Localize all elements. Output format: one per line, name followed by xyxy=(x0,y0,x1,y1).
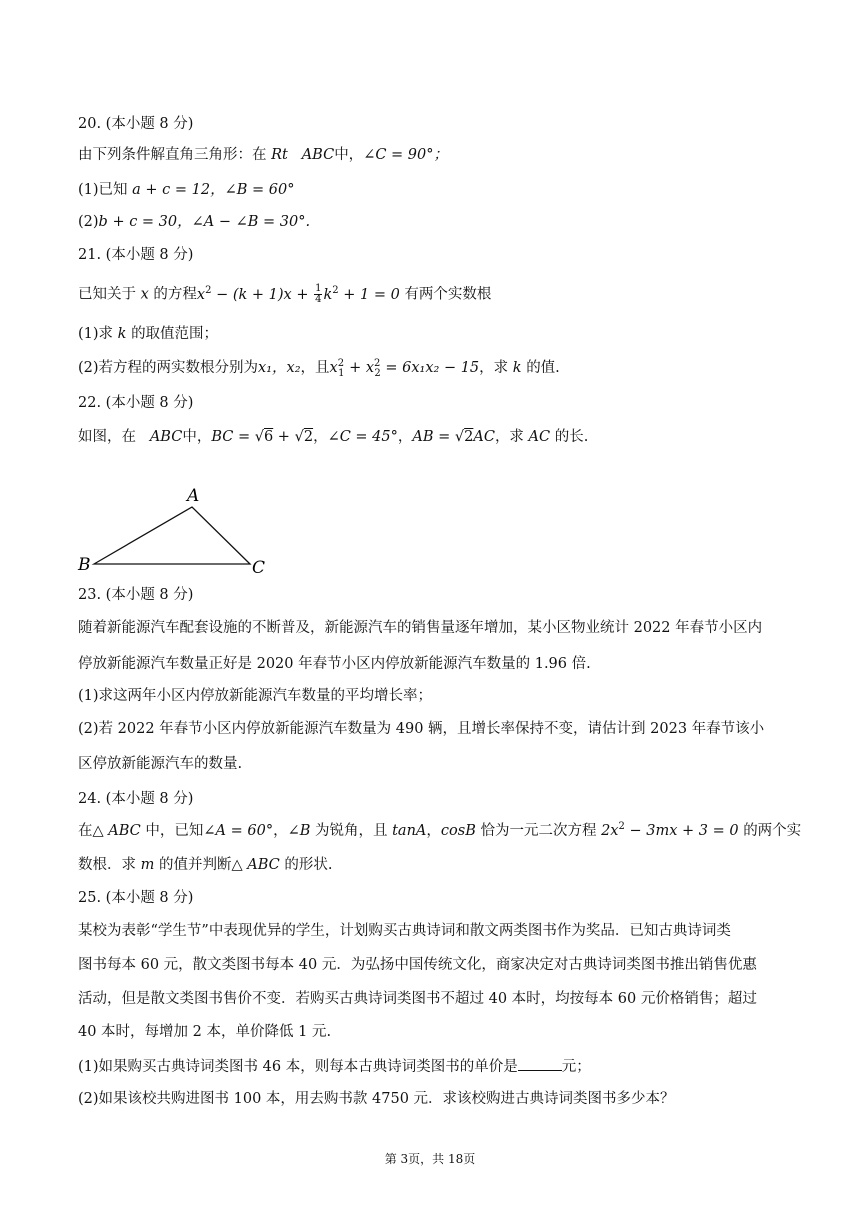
math: AB = xyxy=(412,429,455,445)
math: + x xyxy=(349,360,375,376)
math: AC xyxy=(473,429,495,445)
q20-part2 xyxy=(78,212,310,232)
q23-line1: 随着新能源汽车配套设施的不断普及，新能源汽车的销售量逐年增加，某小区物业统计 2022 年春节小区内 xyxy=(78,620,763,636)
text: (1)求 xyxy=(78,326,114,342)
q23-part1: (1)求这两年小区内停放新能源汽车数量的平均增长率； xyxy=(78,688,433,704)
q20-part1 xyxy=(78,180,294,200)
q23-line2: 停放新能源汽车数量正好是 2020 年春节小区内停放新能源汽车数量的 1.96 倍. xyxy=(78,656,591,672)
text: 有两个实数根 xyxy=(404,286,492,303)
math: △ ABC xyxy=(231,857,280,873)
text: (1)已知 xyxy=(78,182,128,198)
text: 的取值范围； xyxy=(131,326,219,342)
fraction xyxy=(314,284,322,305)
q23-header: 23. (本小题 8 分) xyxy=(78,587,194,603)
text: 如图，在 xyxy=(78,429,136,445)
triangle-figure xyxy=(70,480,290,580)
numerator: 1 xyxy=(315,283,322,294)
q25-line2: 图书每本 60 元，散文类图书每本 40 元．为弘扬中国传统文化，商家决定对古典诗词类图书推出销售优惠 xyxy=(78,957,757,973)
vertex-label-a: A xyxy=(187,486,200,506)
denominator: 4 xyxy=(315,294,322,305)
q25-line1: 某校为表彰“学生节”中表现优异的学生，计划购买古典诗词和散文两类图书作为奖品．已知古典诗词类 xyxy=(78,923,731,939)
text: 恰为一元二次方程 xyxy=(480,823,597,839)
triangle-abc xyxy=(94,507,250,564)
math: k xyxy=(117,326,127,342)
math: x₁，x₂ xyxy=(258,360,301,376)
q23-part2-line2: 区停放新能源汽车的数量. xyxy=(78,756,243,772)
math: 2x xyxy=(601,823,619,839)
text: 中，已知 xyxy=(145,823,204,839)
math: + xyxy=(273,429,295,445)
math: m xyxy=(140,857,155,873)
vertex-label-c: C xyxy=(252,558,266,578)
equation: $x^2_1 + x^2_2 = 6x_1x_2 - 15$ xyxy=(329,358,480,379)
text: 元； xyxy=(561,1059,591,1075)
vertex-label-b: B xyxy=(78,555,91,575)
text: ， xyxy=(313,429,328,445)
math: 2 xyxy=(464,429,474,445)
q22-stem: 如图，在 ABC中，BC = √6 + √2，∠C = 45°，AB = √2AC，求 AC 的长. xyxy=(78,429,589,445)
text: ， xyxy=(397,429,413,445)
math: tanA xyxy=(392,823,427,839)
q23-part2-line1: (2)若 2022 年春节小区内停放新能源汽车数量为 490 辆，且增长率保持不变，请估计到 2023 年春节该小 xyxy=(78,721,765,737)
text: 在 xyxy=(78,823,93,839)
text: 的方程 xyxy=(153,286,197,303)
text: 中， xyxy=(182,429,212,445)
text: 的值并判断 xyxy=(158,857,232,873)
text: ， xyxy=(426,823,441,839)
math: △ ABC xyxy=(92,823,141,839)
q25-part1 xyxy=(78,1056,591,1077)
math: AC xyxy=(528,429,551,445)
text: 的形状. xyxy=(284,857,333,873)
q25-header: 25. (本小题 8 分) xyxy=(78,890,194,906)
math: ∠A = 60° xyxy=(203,823,274,839)
q21-part2 xyxy=(78,358,560,378)
text: (2) xyxy=(78,214,99,230)
text: 为锐角，且 xyxy=(315,823,388,839)
math: ∠B xyxy=(287,823,311,839)
q21-stem xyxy=(78,284,491,305)
q25-part2: (2)如果该校共购进图书 100 本，用去购书款 4750 元．求该校购进古典诗词类图书多少本？ xyxy=(78,1091,675,1107)
q20-header: 20. (本小题 8 分) xyxy=(78,116,194,132)
text: ， xyxy=(273,823,288,839)
math: − (k + 1)x + xyxy=(216,286,309,303)
math: + 1 = 0 xyxy=(343,286,400,303)
math: k xyxy=(512,360,522,376)
math: k xyxy=(323,286,333,303)
math: BC = xyxy=(211,429,255,445)
text: ，且 xyxy=(300,360,330,376)
math: ∠C = 45° xyxy=(327,429,398,445)
math: cosB xyxy=(440,823,476,839)
math: ABC xyxy=(301,147,335,163)
text: (2)若方程的两实数根分别为 xyxy=(78,360,259,376)
math: x xyxy=(140,286,149,303)
math: − 3mx + 3 = 0 xyxy=(629,823,739,839)
q25-line3: 活动，但是散文类图书售价不变．若购买古典诗词类图书不超过 40 本时，均按每本 60 元价格销售；超过 xyxy=(78,991,757,1007)
text: 数根．求 xyxy=(78,857,136,873)
math: x xyxy=(329,360,338,376)
math: x xyxy=(196,286,206,303)
math: 6 xyxy=(263,429,274,445)
text: 的两个实 xyxy=(743,823,802,839)
text: 的值. xyxy=(526,360,560,376)
equation: $2x^2 - 3mx + 3 = 0$ xyxy=(601,821,739,839)
math: ∠C = 90°； xyxy=(363,147,448,163)
math: = 6x₁x₂ − 15 xyxy=(385,360,480,376)
q22-header: 22. (本小题 8 分) xyxy=(78,395,194,411)
text: 中， xyxy=(334,147,364,163)
math: b + c = 30，∠A − ∠B = 30°. xyxy=(98,214,311,230)
q20-stem xyxy=(78,145,448,165)
q25-line4: 40 本时，每增加 2 本，单价降低 1 元. xyxy=(78,1024,332,1040)
text: 的长. xyxy=(554,429,589,445)
equation: $x^2 - (k + 1)x$ + $\frac{1}{4}$ $k^2 + 1 = 0$ xyxy=(196,283,400,305)
page-footer: 第 3页，共 18页 xyxy=(384,1152,476,1166)
math: ABC xyxy=(149,429,183,445)
text: ，求 xyxy=(494,429,524,445)
q21-header: 21. (本小题 8 分) xyxy=(78,247,194,263)
q24-line1 xyxy=(78,821,801,841)
text: 由下列条件解直角三角形：在 xyxy=(78,147,267,163)
text: 已知关于 xyxy=(78,286,136,303)
math: a + c = 12，∠B = 60° xyxy=(132,182,295,198)
q24-header: 24. (本小题 8 分) xyxy=(78,791,194,807)
answer-blank[interactable] xyxy=(518,1056,562,1071)
text: (1)如果购买古典诗词类图书 46 本，则每本古典诗词类图书的单价是 xyxy=(78,1059,518,1075)
q24-line2 xyxy=(78,855,332,875)
math: Rt xyxy=(271,147,288,163)
text: ，求 xyxy=(479,360,509,376)
math: 2 xyxy=(303,429,314,445)
q21-part1 xyxy=(78,324,218,344)
